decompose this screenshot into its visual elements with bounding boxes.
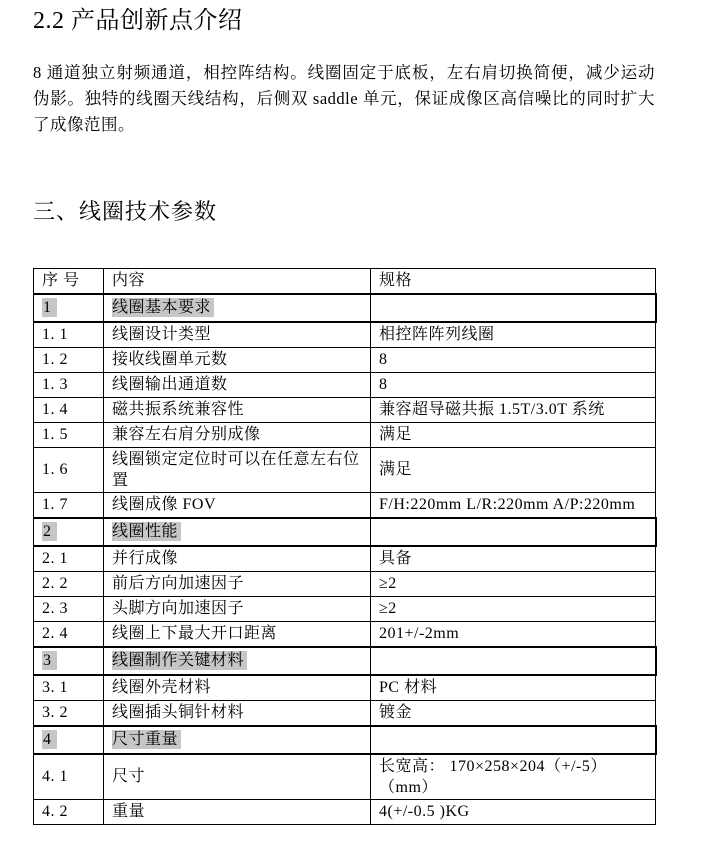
table-row <box>34 492 656 518</box>
cell-spec: 8 <box>371 347 656 372</box>
cell-content <box>104 726 371 754</box>
cell-no: 3. 1 <box>34 675 104 701</box>
highlighted-text: 3 <box>42 651 57 670</box>
cell-no: 1. 1 <box>34 322 104 348</box>
cell-spec <box>371 294 656 322</box>
cell-no: 1. 5 <box>34 422 104 447</box>
table-row <box>34 372 656 397</box>
table-header-row <box>34 268 656 294</box>
cell-content: 前后方向加速因子 <box>104 571 371 596</box>
cell-content: 线圈成像 FOV <box>104 492 371 518</box>
table-row <box>34 621 656 647</box>
params-table-body <box>34 294 656 825</box>
table-row <box>34 596 656 621</box>
highlighted-text: 4 <box>42 730 57 749</box>
cell-content: 线圈输出通道数 <box>104 372 371 397</box>
cell-no <box>34 726 104 754</box>
cell-spec: 8 <box>371 372 656 397</box>
cell-spec: 兼容超导磁共振 1.5T/3.0T 系统 <box>371 397 656 422</box>
cell-spec: 满足 <box>371 422 656 447</box>
cell-no <box>34 518 104 546</box>
cell-no: 3. 2 <box>34 700 104 726</box>
cell-content <box>104 518 371 546</box>
table-row <box>34 571 656 596</box>
cell-spec: ≥2 <box>371 571 656 596</box>
cell-content: 尺寸 <box>104 754 371 800</box>
table-row <box>34 754 656 800</box>
cell-content: 线圈插头铜针材料 <box>104 700 371 726</box>
table-row <box>34 546 656 572</box>
cell-content: 接收线圈单元数 <box>104 347 371 372</box>
cell-spec: 镀金 <box>371 700 656 726</box>
table-row <box>34 700 656 726</box>
cell-spec <box>371 726 656 754</box>
cell-no: 1. 6 <box>34 447 104 492</box>
table-section-row <box>34 294 656 322</box>
cell-spec: 满足 <box>371 447 656 492</box>
highlighted-text: 2 <box>42 522 57 541</box>
cell-content <box>104 647 371 675</box>
intro-paragraph: 8 通道独立射频通道，相控阵结构。线圈固定于底板，左右肩切换简便，减少运动伪影。独特的线圈天线结构，后侧双 saddle 单元，保证成像区高信噪比的同时扩大了成像范围。 <box>33 63 655 134</box>
table-row <box>34 799 656 824</box>
cell-no <box>34 294 104 322</box>
cell-no: 4. 2 <box>34 799 104 824</box>
cell-spec <box>371 518 656 546</box>
cell-no: 2. 4 <box>34 621 104 647</box>
table-row <box>34 347 656 372</box>
page-title: 2.2 产品创新点介绍 <box>33 8 243 34</box>
header-cell-content: 内容 <box>104 268 371 294</box>
cell-spec: 长宽高： 170×258×204（+/-5）（mm） <box>371 754 656 800</box>
table-section-row <box>34 726 656 754</box>
highlighted-text: 线圈性能 <box>112 522 181 541</box>
highlighted-text: 1 <box>42 298 57 317</box>
section-heading: 三、线圈技术参数 <box>33 199 218 224</box>
table-section-row <box>34 518 656 546</box>
cell-no: 4. 1 <box>34 754 104 800</box>
cell-content: 重量 <box>104 799 371 824</box>
header-cell-no: 序 号 <box>34 268 104 294</box>
cell-no: 2. 3 <box>34 596 104 621</box>
cell-no: 1. 4 <box>34 397 104 422</box>
cell-no: 1. 3 <box>34 372 104 397</box>
cell-spec: 相控阵阵列线圈 <box>371 322 656 348</box>
cell-content: 并行成像 <box>104 546 371 572</box>
cell-content: 头脚方向加速因子 <box>104 596 371 621</box>
highlighted-text: 线圈制作关键材料 <box>112 651 247 670</box>
cell-content: 兼容左右肩分别成像 <box>104 422 371 447</box>
cell-spec: F/H:220mm L/R:220mm A/P:220mm <box>371 492 656 518</box>
table-row <box>34 447 656 492</box>
cell-content: 线圈上下最大开口距离 <box>104 621 371 647</box>
table-row <box>34 422 656 447</box>
cell-content: 线圈外壳材料 <box>104 675 371 701</box>
coil-parameters-table <box>33 268 657 825</box>
cell-content: 线圈设计类型 <box>104 322 371 348</box>
cell-content: 线圈锁定定位时可以在任意左右位置 <box>104 447 371 492</box>
cell-spec <box>371 647 656 675</box>
cell-spec: PC 材料 <box>371 675 656 701</box>
highlighted-text: 尺寸重量 <box>112 730 181 749</box>
cell-no <box>34 647 104 675</box>
cell-no: 1. 7 <box>34 492 104 518</box>
cell-no: 2. 2 <box>34 571 104 596</box>
cell-spec: 4(+/-0.5 )KG <box>371 799 656 824</box>
cell-no: 1. 2 <box>34 347 104 372</box>
highlighted-text: 线圈基本要求 <box>112 298 214 317</box>
cell-spec: 201+/-2mm <box>371 621 656 647</box>
cell-content <box>104 294 371 322</box>
table-row <box>34 675 656 701</box>
cell-no: 2. 1 <box>34 546 104 572</box>
cell-spec: ≥2 <box>371 596 656 621</box>
cell-content: 磁共振系统兼容性 <box>104 397 371 422</box>
table-section-row <box>34 647 656 675</box>
table-row <box>34 322 656 348</box>
cell-spec: 具备 <box>371 546 656 572</box>
table-row <box>34 397 656 422</box>
header-cell-spec: 规格 <box>371 268 656 294</box>
